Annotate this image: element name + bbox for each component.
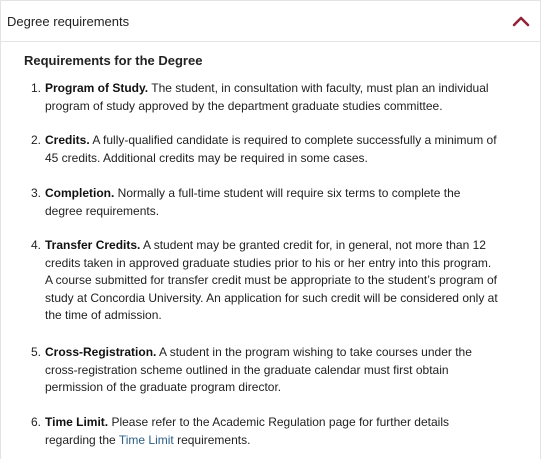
list-item (31, 237, 501, 325)
section-heading: Requirements for the Degree (24, 53, 203, 68)
item-text: The student, in consultation with faculty, must plan an individual program of study approved by the department graduate studies committee. (45, 81, 489, 113)
item-title: Credits. (45, 133, 90, 147)
item-number: 1. (31, 81, 42, 95)
item-number: 5. (31, 345, 42, 359)
item-number: 3. (31, 186, 42, 200)
list-item (31, 414, 501, 449)
item-title: Completion. (45, 186, 115, 200)
chevron-up-icon[interactable] (512, 15, 530, 27)
list-item (31, 185, 501, 220)
item-text: Please refer to the Academic Regulation page for further details regarding the (45, 415, 449, 447)
item-title: Transfer Credits. (45, 238, 141, 252)
list-item (31, 132, 501, 167)
item-title: Cross-Registration. (45, 345, 157, 359)
item-number: 2. (31, 133, 42, 147)
list-item (31, 344, 501, 397)
item-text: A fully-qualified candidate is required to complete successfully a minimum of 45 credits. Additional credits may be required in some cases. (45, 133, 497, 165)
item-number: 4. (31, 238, 42, 252)
item-number: 6. (31, 415, 42, 429)
panel-title: Degree requirements (7, 14, 130, 29)
item-title: Time Limit. (45, 415, 109, 429)
item-title: Program of Study. (45, 81, 149, 95)
item-text: requirements. (173, 432, 251, 447)
time-limit-link[interactable]: Time Limit (118, 432, 174, 447)
item-text: A student may be granted credit for, in general, not more than 12 credits taken in approved graduate studies prior to his or her entry into this program. A course submitted for transfer credit must be appropriate to the student’s program of study at Concordia University. An application for such credit will be considered only at the time of admission. (45, 238, 498, 322)
accordion-header[interactable] (1, 1, 540, 42)
list-item (31, 80, 501, 115)
item-text: A student in the program wishing to take courses under the cross-registration scheme outlined in the graduate calendar must first obtain permission of the graduate program director. (45, 345, 472, 394)
item-text: Normally a full-time student will require six terms to complete the degree requirements. (45, 186, 461, 218)
